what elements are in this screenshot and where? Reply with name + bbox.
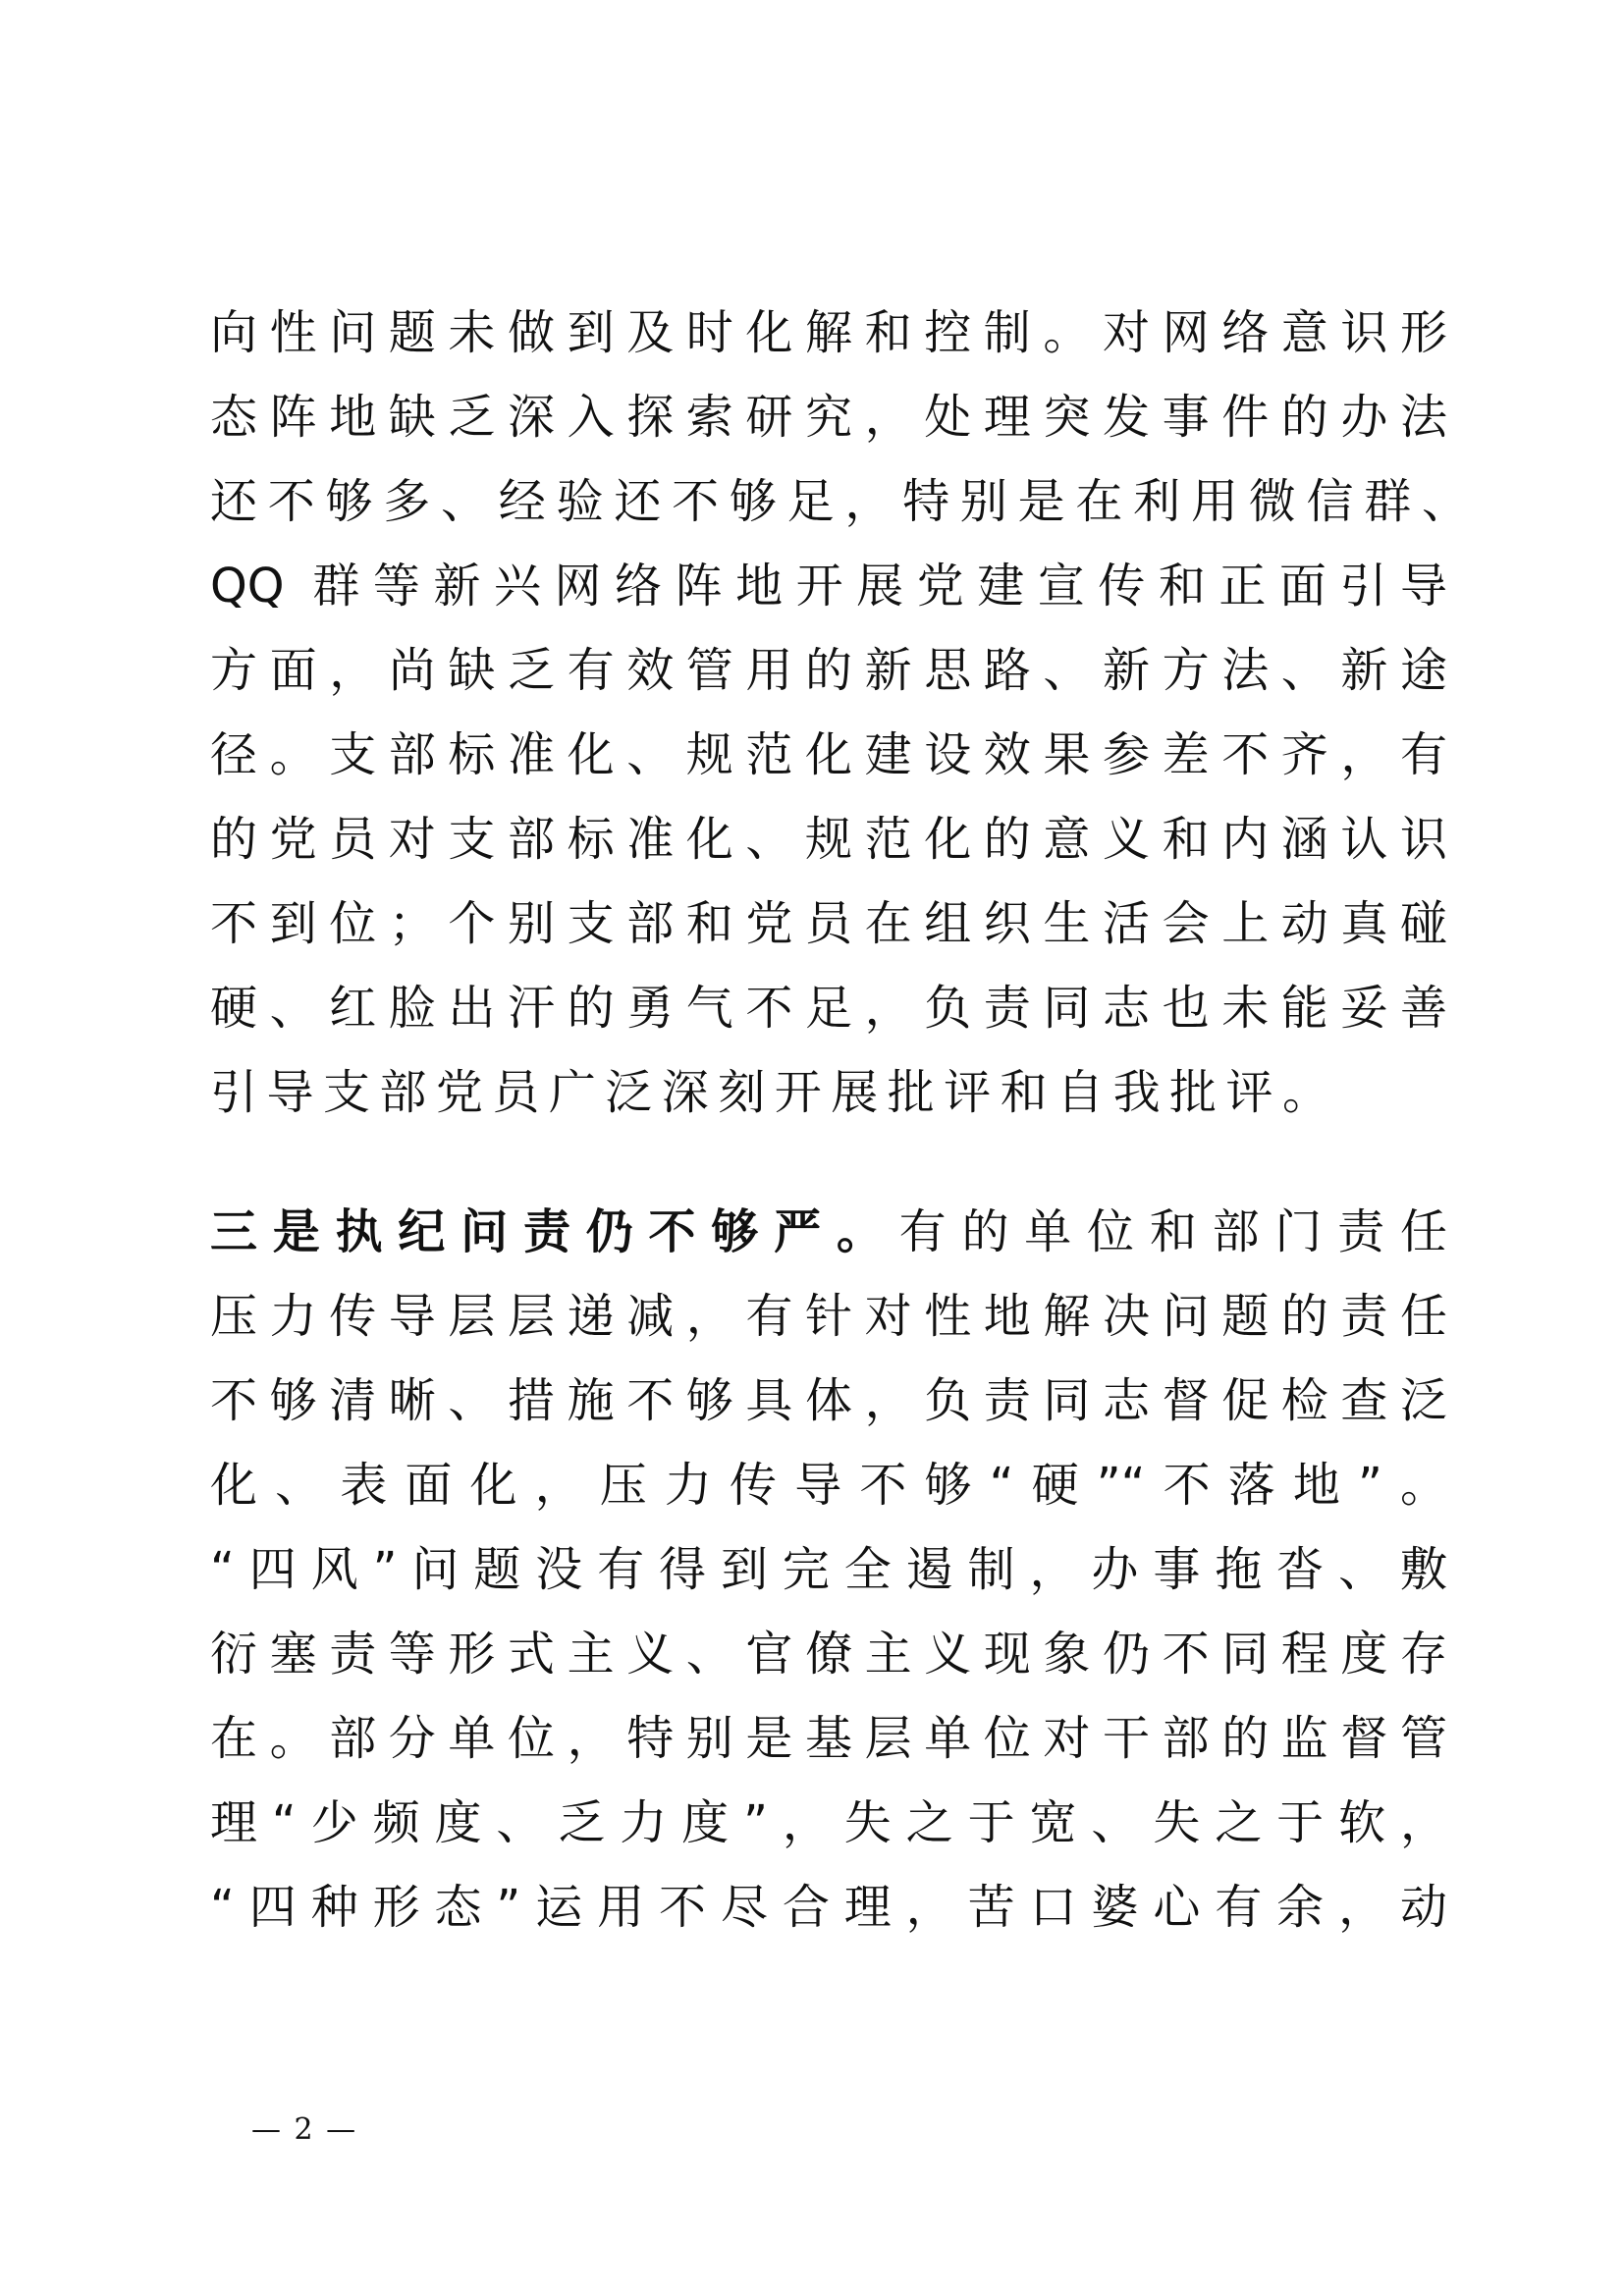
text-line: “四种形态”运用不尽合理，苦口婆心有余，动 [210,1880,1447,1935]
text-line: 不够清晰、措施不够具体，负责同志督促检查泛 [210,1373,1447,1428]
text-line: 的党员对支部标准化、规范化的意义和内涵认识 [210,812,1447,867]
text-line: 径。支部标准化、规范化建设效果参差不齐，有 [210,727,1447,782]
text-line: 压力传导层层递减，有针对性地解决问题的责任 [210,1289,1447,1344]
text-line: 化、表面化，压力传导不够“硬”“不落地”。 [210,1458,1447,1513]
text-line: 引导支部党员广泛深刻开展批评和自我批评。 [210,1065,1329,1120]
text-line-with-heading [210,1190,1447,1274]
text-line: 硬、红脸出汗的勇气不足，负责同志也未能妥善 [210,981,1447,1036]
text-line: “四风”问题没有得到完全遏制，办事拖沓、敷 [210,1542,1447,1597]
text-line: 还不够多、经验还不够足，特别是在利用微信群、 [210,474,1469,529]
text-line: 衍塞责等形式主义、官僚主义现象仍不同程度存 [210,1627,1447,1682]
text-line: 态阵地缺乏深入探索研究，处理突发事件的办法 [210,390,1447,445]
text-span: 有的单位和部门责任 [898,1204,1447,1259]
text-line: 理“少频度、乏力度”，失之于宽、失之于软， [210,1795,1447,1850]
section-heading: 三是执纪问责仍不够严。 [210,1204,899,1259]
text-line: 方面，尚缺乏有效管用的新思路、新方法、新途 [210,643,1447,698]
page-number: — 2 — [251,2112,358,2147]
text-line: QQ 群等新兴网络阵地开展党建宣传和正面引导 [210,559,1447,614]
text-line: 在。部分单位，特别是基层单位对干部的监督管 [210,1711,1447,1766]
text-line: 向性问题未做到及时化解和控制。对网络意识形 [210,305,1447,360]
text-line: 不到位；个别支部和党员在组织生活会上动真碰 [210,896,1447,951]
